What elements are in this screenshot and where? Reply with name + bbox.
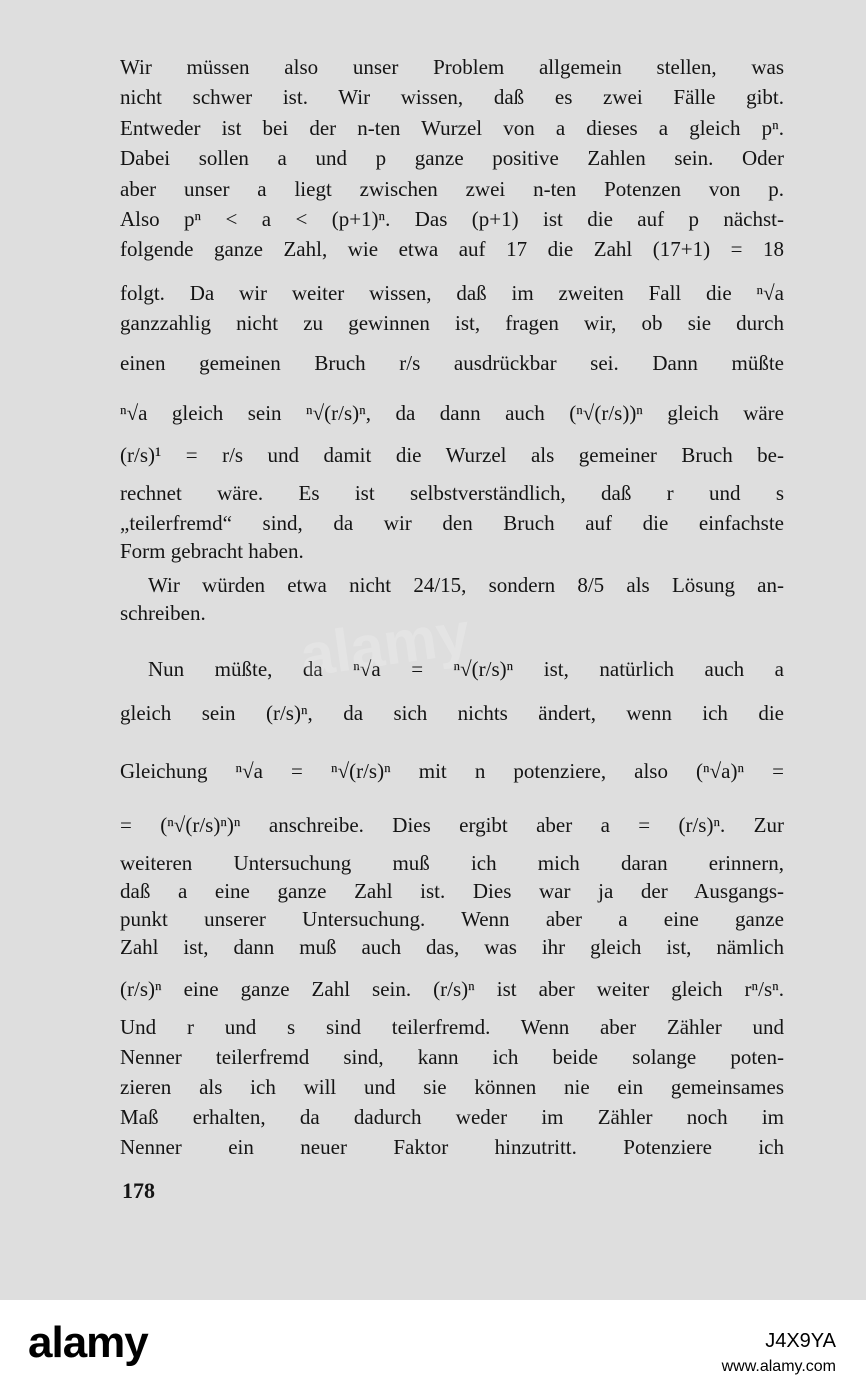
text-line: Nun müßte, da ⁿ√a = ⁿ√(r/s)ⁿ ist, natürlich auch a bbox=[148, 657, 784, 681]
text-line: folgt. Da wir weiter wissen, daß im zweiten Fall die ⁿ√a bbox=[120, 281, 784, 305]
text-line: Gleichung ⁿ√a = ⁿ√(r/s)ⁿ mit n potenziere, also (ⁿ√a)ⁿ = bbox=[120, 759, 784, 783]
watermark: alamy bbox=[296, 599, 474, 690]
text-line: Maß erhalten, da dadurch weder im Zähler noch im bbox=[120, 1105, 784, 1129]
page-number: 178 bbox=[122, 1178, 155, 1203]
text-line: Dabei sollen a und p ganze positive Zahlen sein. Oder bbox=[120, 146, 784, 170]
text-line: punkt unserer Untersuchung. Wenn aber a eine ganze bbox=[120, 907, 784, 931]
text-line: gleich sein (r/s)ⁿ, da sich nichts ändert, wenn ich die bbox=[120, 701, 784, 725]
site-url: www.alamy.com bbox=[721, 1358, 836, 1375]
text-line: Form gebracht haben. bbox=[120, 539, 304, 563]
text-line: daß a eine ganze Zahl ist. Dies war ja der Ausgangs- bbox=[120, 879, 784, 903]
text-line: Also pⁿ < a < (p+1)ⁿ. Das (p+1) ist die auf p nächst- bbox=[120, 207, 784, 231]
text-line: ganzzahlig nicht zu gewinnen ist, fragen wir, ob sie durch bbox=[120, 311, 784, 335]
text-line: Wir würden etwa nicht 24/15, sondern 8/5 als Lösung an- bbox=[148, 573, 784, 597]
text-line: schreiben. bbox=[120, 601, 206, 625]
text-line: nicht schwer ist. Wir wissen, daß es zwei Fälle gibt. bbox=[120, 85, 784, 109]
text-line: weiteren Untersuchung muß ich mich daran erinnern, bbox=[120, 851, 784, 875]
text-line: folgende ganze Zahl, wie etwa auf 17 die Zahl (17+1) = 18 bbox=[120, 237, 784, 261]
text-line: Nenner ein neuer Faktor hinzutritt. Potenziere ich bbox=[120, 1135, 784, 1159]
text-line: einen gemeinen Bruch r/s ausdrückbar sei. Dann müßte bbox=[120, 351, 784, 375]
text-line: rechnet wäre. Es ist selbstverständlich, daß r und s bbox=[120, 481, 784, 505]
brand-logo: alamy bbox=[28, 1318, 148, 1367]
stock-footer bbox=[0, 1300, 866, 1390]
text-line: Zahl ist, dann muß auch das, was ihr gleich ist, nämlich bbox=[120, 935, 784, 959]
text-line: = (ⁿ√(r/s)ⁿ)ⁿ anschreibe. Dies ergibt aber a = (r/s)ⁿ. Zur bbox=[120, 813, 784, 837]
text-line: Nenner teilerfremd sind, kann ich beide solange poten- bbox=[120, 1045, 784, 1069]
text-line: Wir müssen also unser Problem allgemein stellen, was bbox=[120, 55, 784, 79]
text-line: (r/s)ⁿ eine ganze Zahl sein. (r/s)ⁿ ist aber weiter gleich rⁿ/sⁿ. bbox=[120, 977, 784, 1001]
image-id: J4X9YA bbox=[765, 1330, 836, 1352]
text-line: aber unser a liegt zwischen zwei n-ten Potenzen von p. bbox=[120, 177, 784, 201]
text-line: Entweder ist bei der n-ten Wurzel von a dieses a gleich pⁿ. bbox=[120, 116, 784, 140]
text-line: zieren als ich will und sie können nie ein gemeinsames bbox=[120, 1075, 784, 1099]
text-line: Und r und s sind teilerfremd. Wenn aber Zähler und bbox=[120, 1015, 784, 1039]
text-line: (r/s)¹ = r/s und damit die Wurzel als gemeiner Bruch be- bbox=[120, 443, 784, 467]
text-line: „teilerfremd“ sind, da wir den Bruch auf die einfachste bbox=[120, 511, 784, 535]
text-line: ⁿ√a gleich sein ⁿ√(r/s)ⁿ, da dann auch (ⁿ√(r/s))ⁿ gleich wäre bbox=[120, 401, 784, 425]
